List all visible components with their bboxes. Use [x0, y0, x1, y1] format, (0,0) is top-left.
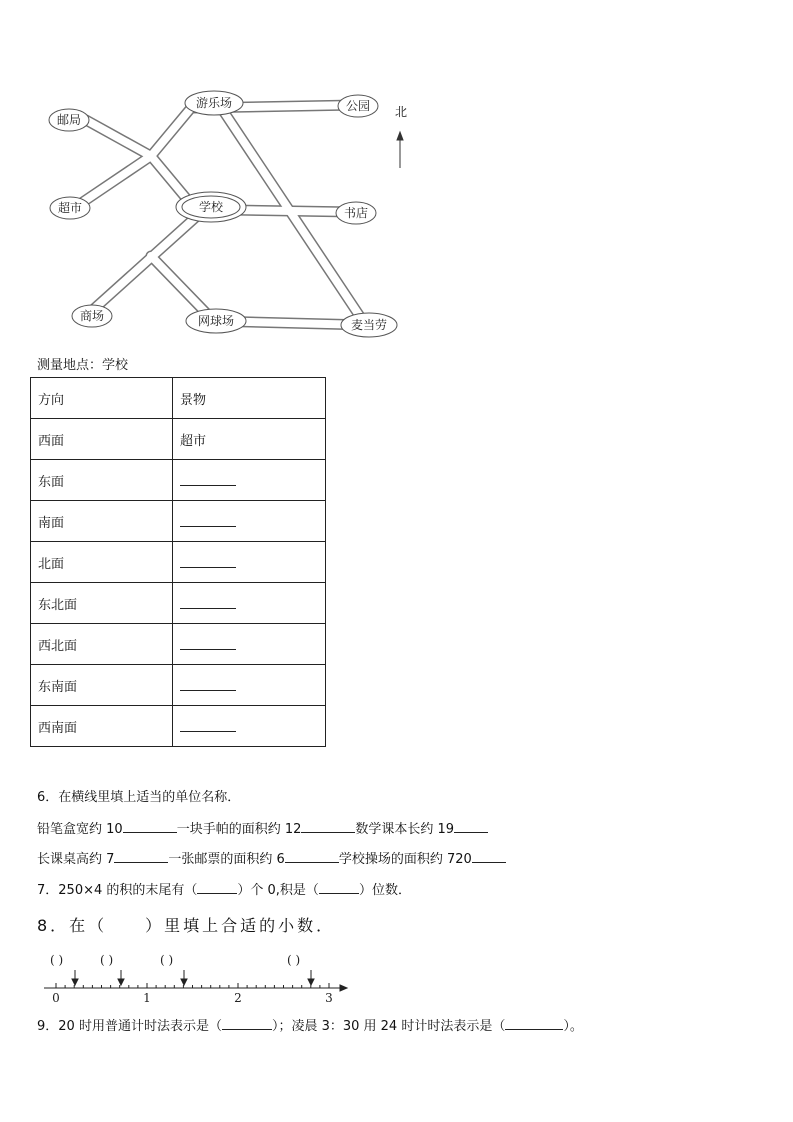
q9-a: 9．20 时用普通计时法表示是（: [37, 1019, 222, 1034]
q9-line: [37, 1015, 583, 1034]
q6-line1: [37, 818, 488, 837]
number-line: [40, 950, 360, 1006]
q6-l2-c: 学校操场的面积约 720: [338, 852, 472, 867]
q7-line: [37, 879, 411, 898]
row-direction: 西北面: [31, 624, 173, 665]
paren-2[interactable]: ( ): [100, 953, 114, 967]
answer-blank[interactable]: [180, 553, 236, 568]
measure-point: 测量地点：学校: [37, 358, 129, 373]
label-school: 学校: [198, 200, 224, 214]
answer-blank[interactable]: [505, 1016, 563, 1030]
header-landmark: 景物: [173, 378, 326, 419]
paren-3[interactable]: ( ): [160, 953, 174, 967]
tick-label-3: 3: [325, 991, 333, 1005]
number-line-ticks: [56, 983, 329, 988]
table-row: [31, 542, 326, 583]
tick-label-1: 1: [143, 991, 151, 1005]
paren-4[interactable]: ( ): [287, 953, 301, 967]
arrow-down-icon: [118, 970, 124, 985]
q6-l1-a: 铅笔盒宽约 10: [37, 822, 123, 837]
tick-labels: [52, 991, 333, 1005]
row-value: 超市: [173, 419, 326, 460]
q6-l2-b: 一张邮票的面积约 6: [168, 852, 285, 867]
answer-parens: [50, 953, 300, 967]
label-tennis-court: 网球场: [197, 314, 235, 328]
answer-blank[interactable]: [180, 717, 236, 732]
label-playground: 游乐场: [195, 96, 233, 110]
label-park: 公园: [345, 99, 371, 113]
answer-blank[interactable]: [123, 819, 177, 833]
row-direction: 南面: [31, 501, 173, 542]
row-direction: 东北面: [31, 583, 173, 624]
direction-table: [30, 377, 326, 747]
q6-l1-b: 一块手帕的面积约 12: [176, 822, 302, 837]
answer-blank[interactable]: [285, 849, 339, 863]
q7-b: ）个 0,积是（: [237, 883, 319, 898]
north-label: 北: [395, 105, 408, 119]
answer-blank[interactable]: [180, 594, 236, 609]
tick-label-0: 0: [52, 991, 60, 1005]
answer-blank[interactable]: [114, 849, 168, 863]
row-direction: 东南面: [31, 665, 173, 706]
q9-b: ）；凌晨 3：30 用 24 时计时法表示是（: [271, 1019, 506, 1034]
answer-blank[interactable]: [180, 512, 236, 527]
header-direction: 方向: [31, 378, 173, 419]
answer-blank[interactable]: [197, 880, 237, 894]
table-header-row: [31, 378, 326, 419]
table-row: [31, 706, 326, 747]
q7-a: 7．250×4 的积的末尾有（: [37, 883, 198, 898]
answer-blank[interactable]: [301, 819, 355, 833]
north-arrow-icon: [397, 132, 403, 168]
label-mcdonalds: 麦当劳: [350, 318, 388, 332]
label-supermarket: 超市: [57, 201, 83, 215]
table-row: [31, 624, 326, 665]
down-arrows: [72, 970, 314, 985]
tick-label-2: 2: [234, 991, 242, 1005]
q6-l1-c: 数学课本长约 19: [355, 822, 455, 837]
answer-blank[interactable]: [180, 635, 236, 650]
arrow-down-icon: [181, 970, 187, 985]
arrow-down-icon: [72, 970, 78, 985]
table-row: [31, 419, 326, 460]
answer-blank[interactable]: [472, 849, 506, 863]
table-row: [31, 460, 326, 501]
arrow-down-icon: [308, 970, 314, 985]
row-direction: 西面: [31, 419, 173, 460]
q6-title: 6．在横线里填上适当的单位名称．: [37, 790, 241, 805]
map-diagram: [36, 86, 416, 342]
label-post-office: 邮局: [56, 113, 82, 127]
label-bookstore: 书店: [343, 206, 369, 220]
q7-c: ）位数．: [358, 883, 411, 898]
table-row: [31, 583, 326, 624]
label-mall: 商场: [79, 309, 105, 323]
answer-blank[interactable]: [180, 676, 236, 691]
q6-line2: [37, 848, 506, 867]
table-row: [31, 501, 326, 542]
table-row: [31, 665, 326, 706]
answer-blank[interactable]: [180, 471, 236, 486]
q9-c: ）。: [563, 1019, 583, 1034]
q6-l2-a: 长课桌高约 7: [37, 852, 115, 867]
row-direction: 北面: [31, 542, 173, 583]
row-direction: 东面: [31, 460, 173, 501]
paren-1[interactable]: ( ): [50, 953, 64, 967]
row-direction: 西南面: [31, 706, 173, 747]
answer-blank[interactable]: [454, 819, 488, 833]
answer-blank[interactable]: [222, 1016, 272, 1030]
q8-title: 8．在（ ）里填上合适的小数．: [37, 916, 336, 935]
answer-blank[interactable]: [319, 880, 359, 894]
